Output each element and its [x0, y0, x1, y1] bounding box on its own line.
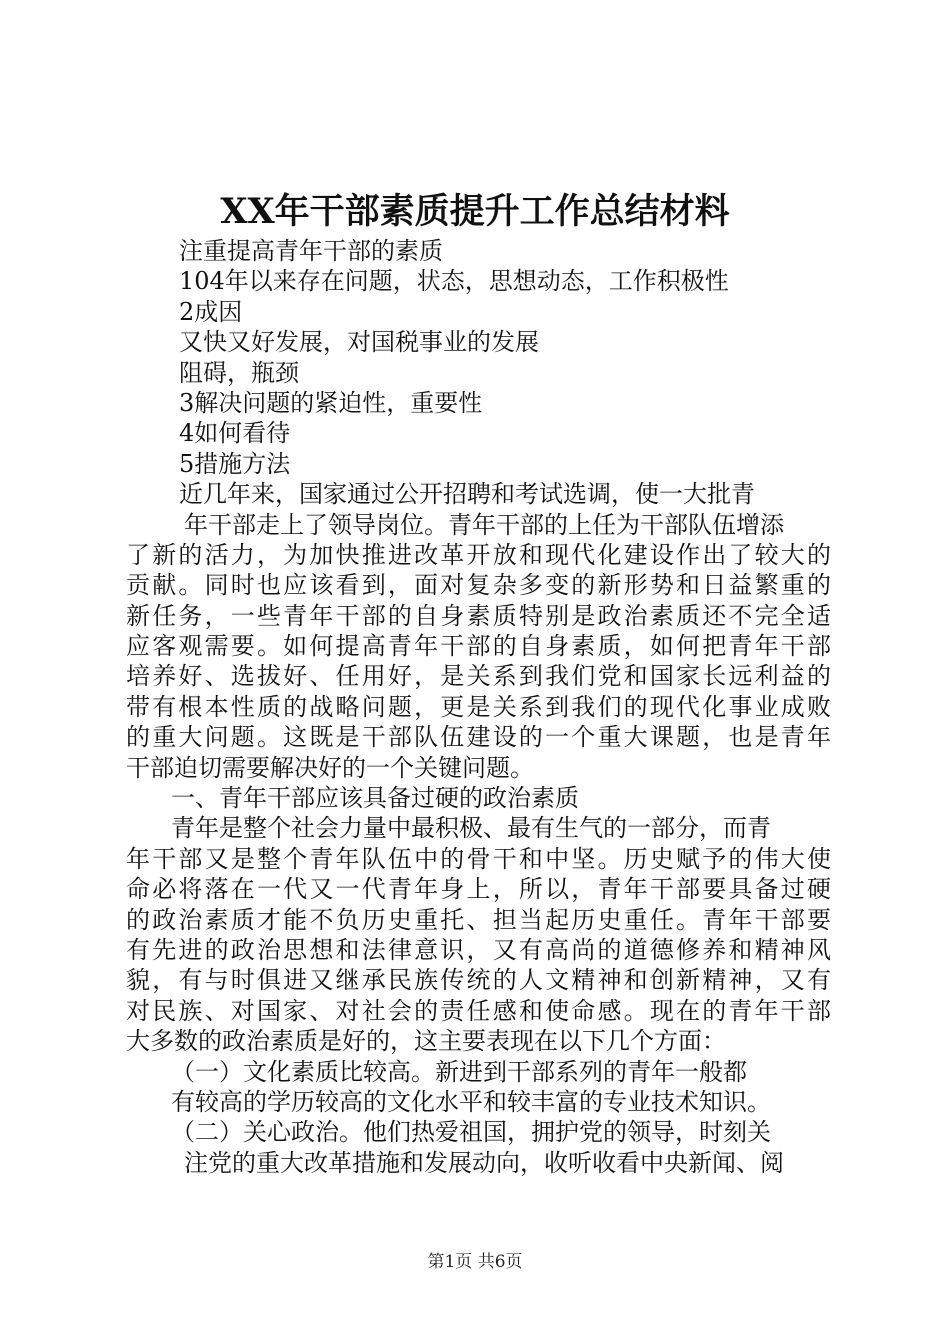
text-line: 培养好、选拔好、任用好，是关系到我们党和国家长远利益的: [126, 662, 831, 691]
page-footer: 第1页 共6页: [427, 1252, 523, 1272]
section-heading: 一、青年干部应该具备过硬的政治素质: [171, 784, 579, 813]
text-line: （一）文化素质比较高。新进到干部系列的青年一般都: [171, 1057, 747, 1086]
text-line: 大多数的政治素质是好的，这主要表现在以下几个方面：: [126, 1027, 726, 1056]
text-line: 3解决问题的紧迫性，重要性: [179, 388, 483, 417]
text-line: 104年以来存在问题，状态，思想动态，工作积极性: [179, 267, 729, 296]
document-title: XX年干部素质提升工作总结材料: [220, 191, 730, 232]
text-line: 有较高的学历较高的文化水平和较丰富的专业技术知识。: [171, 1087, 771, 1116]
text-line: 的重大问题。这既是干部队伍建设的一个重大课题，也是青年: [126, 723, 831, 752]
text-line: 2成因: [179, 297, 243, 326]
text-line: 注重提高青年干部的素质: [179, 237, 443, 265]
text-line: 了新的活力，为加快推进改革开放和现代化建设作出了较大的: [126, 540, 831, 569]
text-line: 贡献。同时也应该看到，面对复杂多变的新形势和日益繁重的: [126, 571, 831, 600]
text-line: （二）关心政治。他们热爱祖国，拥护党的领导，时刻关: [171, 1118, 771, 1147]
text-line: 近几年来，国家通过公开招聘和考试选调，使一大批青: [179, 480, 755, 509]
text-line: 貌，有与时俱进又继承民族传统的人文精神和创新精神，又有: [126, 966, 831, 995]
text-line: 年干部走上了领导岗位。青年干部的上任为干部队伍增添: [184, 510, 784, 539]
text-line: 阻碍，瓶颈: [179, 358, 299, 387]
text-line: 年干部又是整个青年队伍中的骨干和中坚。历史赋予的伟大使: [126, 844, 831, 873]
text-line: 对民族、对国家、对社会的责任感和使命感。现在的青年干部: [126, 996, 831, 1025]
text-line: 带有根本性质的战略问题，更是关系到我们的现代化事业成败: [126, 692, 831, 721]
text-line: 的政治素质才能不负历史重托、担当起历史重任。青年干部要: [126, 905, 831, 934]
text-line: 干部迫切需要解决好的一个关键问题。: [126, 753, 534, 782]
document-body: [126, 236, 831, 1178]
text-line: 应客观需要。如何提高青年干部的自身素质，如何把青年干部: [126, 632, 831, 661]
text-line: 5措施方法: [179, 449, 291, 478]
text-line: 又快又好发展，对国税事业的发展: [179, 328, 539, 357]
text-line: 4如何看待: [179, 419, 291, 448]
text-line: 青年是整个社会力量中最积极、最有生气的一部分，而青: [171, 814, 771, 843]
text-line: 注党的重大改革措施和发展动向，收听收看中央新闻、阅: [184, 1148, 784, 1177]
text-line: 新任务，一些青年干部的自身素质特别是政治素质还不完全适: [126, 601, 831, 630]
text-line: 命必将落在一代又一代青年身上，所以，青年干部要具备过硬: [126, 875, 831, 904]
text-line: 有先进的政治思想和法律意识，又有高尚的道德修养和精神风: [126, 935, 831, 964]
